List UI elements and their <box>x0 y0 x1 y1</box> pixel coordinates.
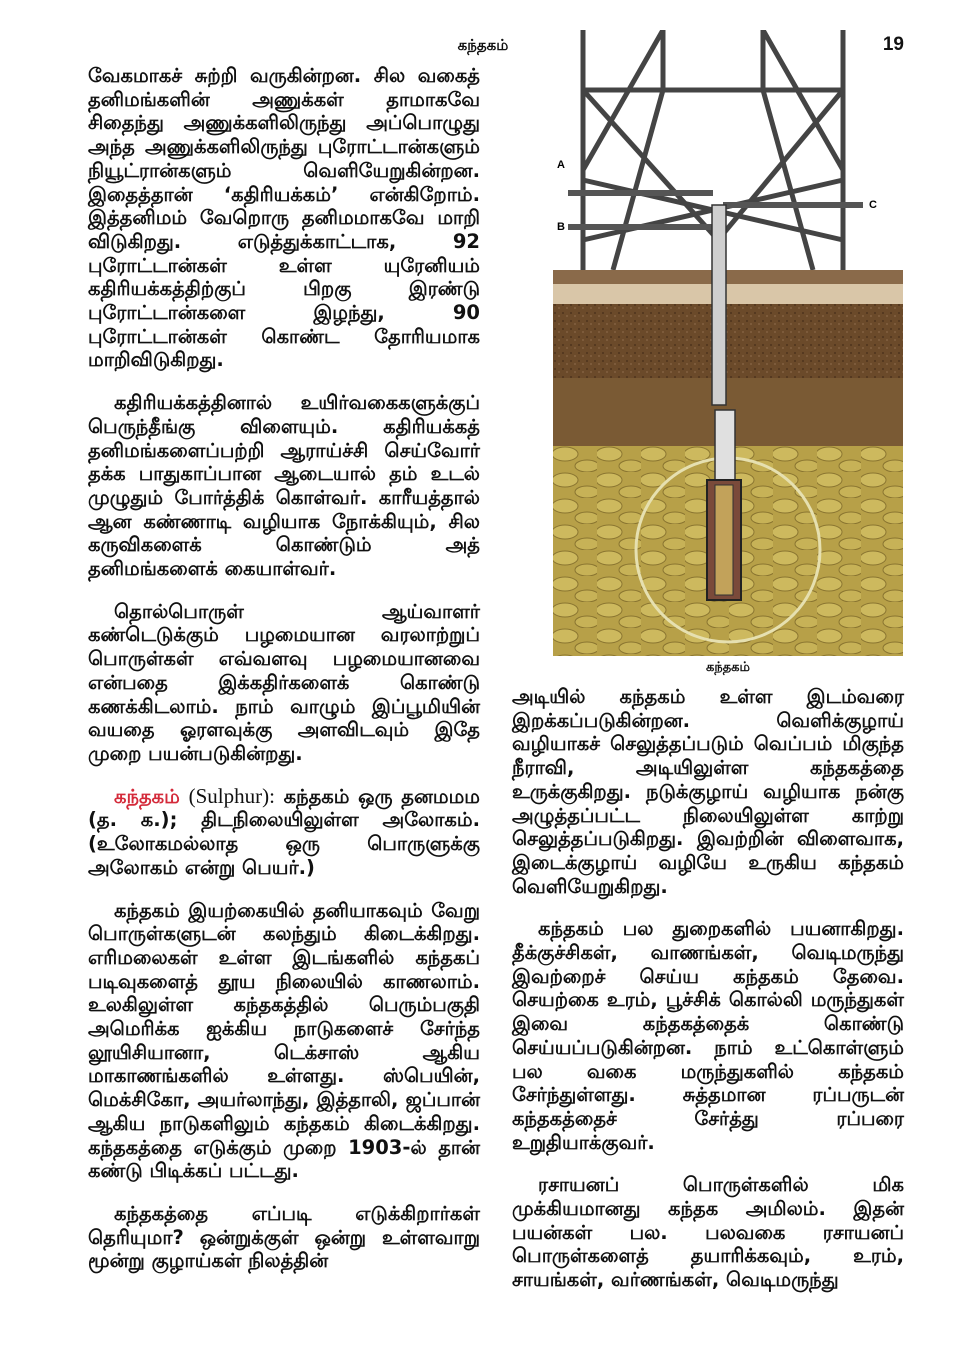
platform-base <box>553 284 903 304</box>
platform <box>553 270 903 284</box>
paragraph-extraction-process: அடியில் கந்தகம் உள்ள இடம்வரை இறக்கப்படுகின்றன. வெளிக்குழாய் வழியாகச் செலுத்தப்படும் வெப்பம் மிகுந்த நீராவி, அடியிலுள்ள கந்தகத்தை உருக்குகிறது. நடுக்குழாய் வழியாக நன்கு அழுத்தப்பட்ட நிலையிலுள்ள காற்று செலுத்தப்படுகிறது. இவற்றின் விளைவாக, இடைக்குழாய் வழியே உருகிய கந்தகம் வெளியேறுகிறது. <box>512 685 904 898</box>
left-column <box>88 64 480 1273</box>
paragraph-sulphur-sources: கந்தகம் இயற்கையில் தனியாகவும் வேறு பொருள்களுடன் கலந்தும் கிடைக்கிறது. எரிமலைகள் உள்ள இடங்களில் கந்தகப் படிவுகளைத் தூய நிலையில் காணலாம். உலகிலுள்ள கந்தகத்தில் பெரும்பகுதி அமெரிக்க ஐக்கிய நாடுகளைச் சேர்ந்த லூயிசியானா, டெக்சாஸ் ஆகிய மாகாணங்களில் உள்ளது. ஸ்பெயின், மெக்சிகோ, அயர்லாந்து, இத்தாலி, ஜப்பான் ஆகிய நாடுகளிலும் கந்தகம் கிடைக்கிறது. கந்தகத்தை எடுக்கும் முறை 1903-ல் தான் கண்டு பிடிக்கப் பட்டது. <box>88 898 480 1183</box>
entry-english-term: (Sulphur): <box>188 783 275 808</box>
label-a: A <box>557 159 565 171</box>
page-number: 19 <box>882 34 904 55</box>
paragraph-radioactivity: வேகமாகச் சுற்றி வருகின்றன. சில வகைத் தனிமங்களின் அணுக்கள் தாமாகவே சிதைந்து அணுக்களிலிருந்து அப்பொழுது அந்த அணுக்களிலிருந்து புரோட்டான்களும் நியூட்ரான்களும் வெளியேறுகின்றன. இதைத்தான் ‘கதிரியக்கம்’ என்கிறோம். இத்தனிமம் வேறொரு தனிமமாகவே மாறி விடுகிறது. எடுத்துக்காட்டாக, 92 புரோட்டான்கள் உள்ள யுரேனியம் கதிரியக்கத்திற்குப் பிறகு இரண்டு புரோட்டான்களை இழந்து, 90 புரோட்டான்கள் கொண்ட தோரியமாக மாறிவிடுகிறது. <box>88 64 480 372</box>
topsoil-layer <box>553 304 903 378</box>
running-title: கந்தகம் <box>457 36 509 54</box>
label-c: C <box>869 199 877 211</box>
paragraph-extraction-intro: கந்தகத்தை எப்படி எடுக்கிறார்கள் தெரியுமா? ஒன்றுக்குள் ஒன்று உள்ளவாறு மூன்று குழாய்கள் நிலத்தின் <box>88 1201 480 1273</box>
right-column <box>512 685 904 1292</box>
entry-definition: கந்தகம் ஒரு தனமமம (த. க.); திடநிலையிலுள்ள அலோகம். (உலோகமல்லாத ஒரு பொருளுக்கு அலோகம் என்று பெயர்.) <box>88 784 480 879</box>
paragraph-sulphuric-acid: ரசாயனப் பொருள்களில் மிக முக்கியமானது கந்தக அமிலம். இதன் பயன்கள் பல. பலவகை ரசாயனப் பொருள்களைத் தயாரிக்கவும், உரம், சாயங்கள், வர்ணங்கள், வெடிமருந்து <box>512 1173 904 1292</box>
entry-heading: கந்தகம் <box>114 784 180 808</box>
sulphur-extraction-illustration <box>553 30 903 656</box>
paragraph-sulphur-entry <box>88 785 480 880</box>
frasch-process-drawing <box>553 30 903 656</box>
figure-caption: கந்தகம் <box>706 660 750 675</box>
paragraph-dating: தொல்பொருள் ஆய்வாளர் கண்டெடுக்கும் பழமையான வரலாற்றுப் பொருள்கள் எவ்வளவு பழமையானவை என்பதை இக்கதிர்களைக் கொண்டு கணக்கிடலாம். நாம் வாழும் இப்பூமியின் வயதை ஓரளவுக்கு அளவிடவும் இதே முறை பயன்படுகின்றது. <box>88 599 480 765</box>
label-b: B <box>557 221 565 233</box>
paragraph-radiation-safety: கதிரியக்கத்தினால் உயிர்வகைகளுக்குப் பெருந்தீங்கு விளையும். கதிரியக்கத் தனிமங்களைப்பற்றி ஆராய்ச்சி செய்வோர் தக்க பாதுகாப்பான ஆடையால் தம் உடல் முழுதும் போர்த்திக் கொள்வர். காரீயத்தால் ஆன கண்ணாடி வழியாக நோக்கியும், சில கருவிகளைக் கொண்டும் அத் தனிமங்களைக் கையாள்வர். <box>88 391 480 581</box>
paragraph-sulphur-uses: கந்தகம் பல துறைகளில் பயனாகிறது. தீக்குச்சிகள், வாணங்கள், வெடிமருந்து இவற்றைச் செய்ய கந்தகம் தேவை. செயற்கை உரம், பூச்சிக் கொல்லி மருந்துகள் இவை கந்தகத்தைக் கொண்டு செய்யப்படுகின்றன. நாம் உட்கொள்ளும் பல வகை மருந்துகளில் கந்தகம் சேர்ந்துள்ளது. சுத்தமான ரப்பருடன் கந்தகத்தைச் சேர்த்து ரப்பரை உறுதியாக்குவர். <box>512 917 904 1154</box>
